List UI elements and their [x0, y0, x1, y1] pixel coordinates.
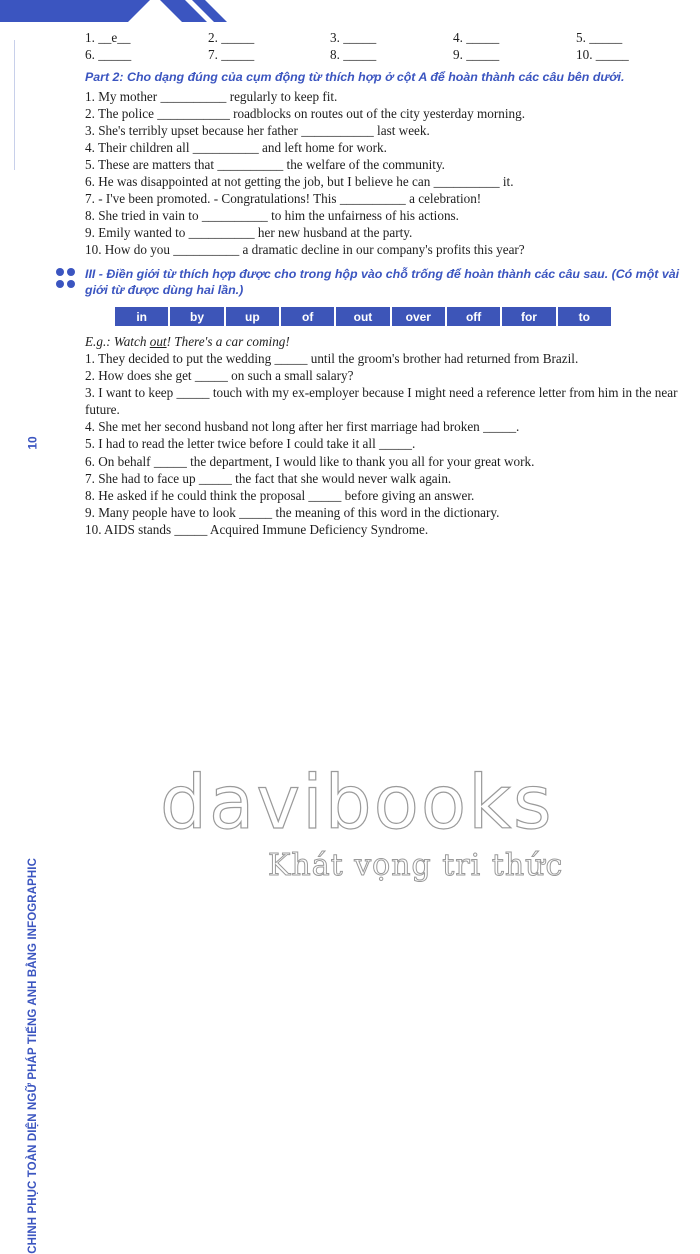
exercise-sentence: 3. I want to keep _____ touch with my ex-employer because I might need a reference letter from him in the near — [85, 385, 678, 400]
exercise-sentence: 5. I had to read the letter twice before I could take it all _____. — [85, 436, 416, 451]
word-box-item: over — [392, 307, 445, 326]
exercise-sentence: 6. He was disappointed at not getting the job, but I believe he can __________ it. — [85, 174, 514, 189]
word-box-item: of — [281, 307, 334, 326]
exercise-sentence: 4. She met her second husband not long after her first marriage had broken _____. — [85, 419, 520, 434]
exercise-sentence: 6. On behalf _____ the department, I would like to thank you all for your great work. — [85, 454, 535, 469]
word-box-item: for — [502, 307, 555, 326]
answer-blank[interactable]: 5. _____ — [576, 30, 623, 45]
exercise-sentence-continued: future. — [85, 402, 120, 417]
exercise-sentence: 9. Many people have to look _____ the meaning of this word in the dictionary. — [85, 505, 500, 520]
exercise-sentence: 1. They decided to put the wedding _____ until the groom's brother had returned from Brazil. — [85, 351, 579, 366]
margin-line — [14, 40, 15, 170]
example-sentence: E.g.: Watch out! There's a car coming! — [85, 334, 290, 349]
exercise-sentence: 5. These are matters that __________ the welfare of the community. — [85, 157, 445, 172]
answer-blank[interactable]: 9. _____ — [453, 47, 500, 62]
exercise-sentence: 2. The police ___________ roadblocks on routes out of the city yesterday morning. — [85, 106, 525, 121]
exercise-sentence: 10. AIDS stands _____ Acquired Immune Deficiency Syndrome. — [85, 522, 429, 537]
word-box-item: off — [447, 307, 500, 326]
exercise-sentence: 7. She had to face up _____ the fact that she would never walk again. — [85, 471, 452, 486]
exercise-sentence: 10. How do you __________ a dramatic decline in our company's profits this year? — [85, 242, 525, 257]
answer-blank[interactable]: 10. _____ — [576, 47, 629, 62]
exercise-sentence: 8. She tried in vain to __________ to him the unfairness of his actions. — [85, 208, 459, 223]
answer-blank[interactable]: 7. _____ — [208, 47, 255, 62]
answer-blank[interactable]: 4. _____ — [453, 30, 500, 45]
word-box-item: up — [226, 307, 279, 326]
exercise-sentence: 3. She's terribly upset because her father ___________ last week. — [85, 123, 430, 138]
answer-blank[interactable]: 6. _____ — [85, 47, 132, 62]
exercise-sentence: 8. He asked if he could think the proposal _____ before giving an answer. — [85, 488, 475, 503]
exercise-sentence: 4. Their children all __________ and left home for work. — [85, 140, 387, 155]
page-number: 10 — [25, 436, 40, 450]
word-box — [115, 307, 611, 326]
exercise-sentence: 7. - I've been promoted. - Congratulations! This __________ a celebration! — [85, 191, 482, 206]
section-bullet-icon — [56, 268, 76, 290]
word-box-item: by — [170, 307, 223, 326]
exercise-sentence: 1. My mother __________ regularly to keep fit. — [85, 89, 338, 104]
part3-heading: III - Điền giới từ thích hợp được cho trong hộp vào chỗ trống để hoàn thành các câu sau. (Có một vài giới từ được dùng hai lần.) — [85, 267, 680, 297]
word-box-item: to — [558, 307, 611, 326]
side-title: CHINH PHỤC TOÀN DIỆN NGỮ PHÁP TIẾNG ANH BẰNG INFOGRAPHIC — [27, 858, 39, 1254]
watermark-brand: davibooks — [160, 760, 554, 846]
corner-decoration — [0, 0, 230, 22]
answer-blank[interactable]: 8. _____ — [330, 47, 377, 62]
answer-blank[interactable]: 3. _____ — [330, 30, 377, 45]
part2-heading: Part 2: Cho dạng đúng của cụm động từ thích hợp ở cột A để hoàn thành các câu bên dưới. — [85, 70, 625, 84]
exercise-sentence: 9. Emily wanted to __________ her new husband at the party. — [85, 225, 413, 240]
answer-blank[interactable]: 2. _____ — [208, 30, 255, 45]
answer-blank[interactable]: 1. __e__ — [85, 30, 131, 45]
word-box-item: in — [115, 307, 168, 326]
watermark-tagline: Khát vọng tri thức — [268, 848, 564, 883]
exercise-sentence: 2. How does she get _____ on such a small salary? — [85, 368, 354, 383]
word-box-item: out — [336, 307, 389, 326]
